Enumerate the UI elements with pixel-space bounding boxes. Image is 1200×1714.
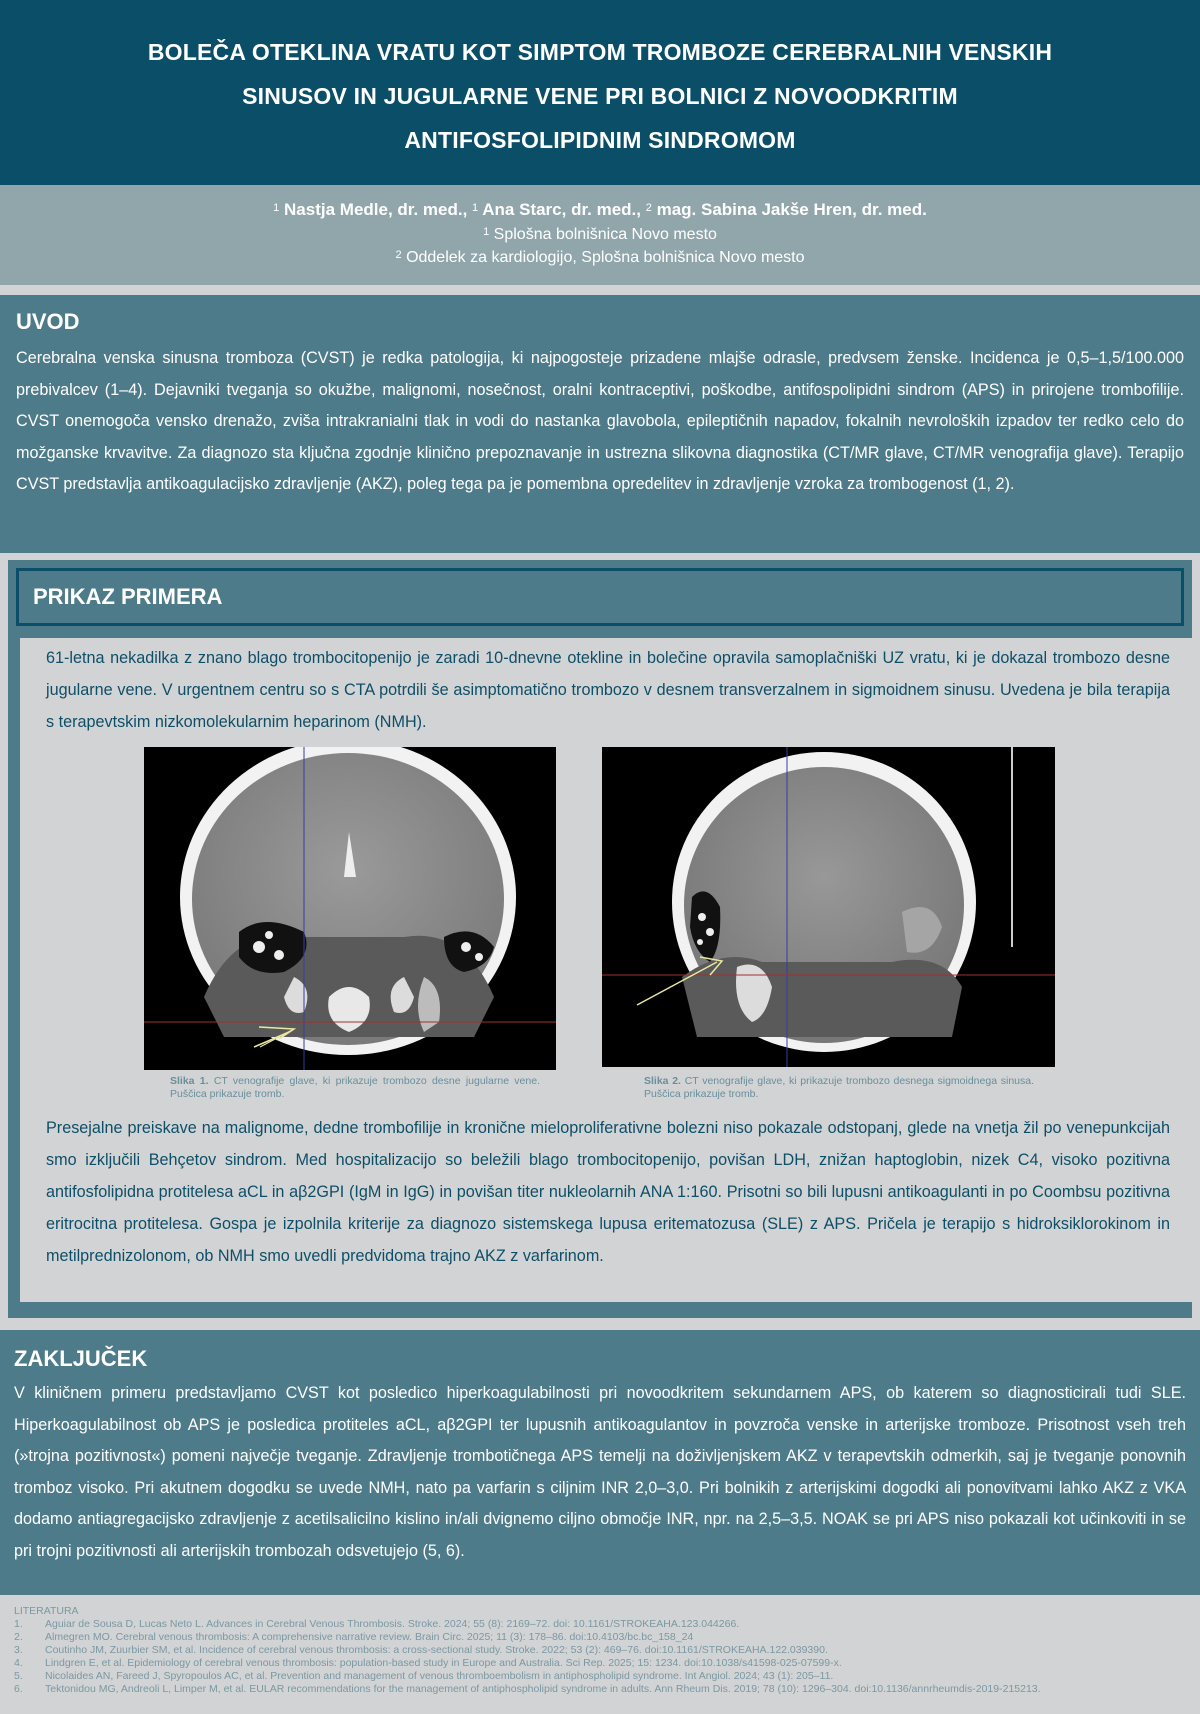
reference-number: 5. [14,1670,23,1682]
poster-title [0,0,1200,185]
reference-item [14,1631,1186,1644]
title-line-3: ANTIFOSFOLIPIDNIM SINDROMOM [404,127,796,153]
reference-number: 4. [14,1657,23,1669]
prikaz-text-2: Presejalne preiskave na malignome, dedne trombofilije in kronične mieloproliferativne bolezni niso pokazale odstopanj, glede na vnetja žil po venepunkcijah smo izključili Behçetov sindrom. Med hospitalizacijo so beležili blago trombocitopenijo, povišan LDH, znižan haptoglobin, nizek C4, visoko pozitivna antifosfolipidna protitelesa aCL in aβ2GPI (IgM in IgG) in povišan titer nukleolarnih ANA 1:160. Prisotni so bili lupusni antikoagulanti in po Coombsu pozitivna eritrocitna protitelesa. Gospa je izpolnila kriterije za diagnozo sistemskega lupusa eritematozusa (SLE) z APS. Pričela je terapijo s hidroksiklorokinom in metilprednizolonom, ob NMH smo uvedli predvidoma trajno AKZ z varfarinom. [46,1119,1170,1265]
aff-1-text: Splošna bolnišnica Novo mesto [493,226,717,243]
reference-item [14,1657,1186,1670]
title-line-1: BOLEČA OTEKLINA VRATU KOT SIMPTOM TROMBOZE CEREBRALNIH VENSKIH [147,39,1053,65]
prikaz-header-box [16,568,1184,626]
reference-text: Coutinho JM, Zuurbier SM, et al. Incidence of cerebral venous thrombosis: a cross-sectional study. Stroke. 2022; 53 (2): 469–76. doi:10.1161/STROKEAHA.122.039390. [45,1644,828,1656]
section-uvod [0,295,1200,553]
fig1-caption-text: CT venografije glave, ki prikazuje trombozo desne jugularne vene. Puščica prikazuje tromb. [170,1075,540,1100]
fig1-caption [170,1075,540,1101]
aff-1-sup: 1 [483,226,490,238]
author-1: Nastja Medle, dr. med., [284,200,468,219]
reference-number: 2. [14,1631,23,1643]
ct-image-1 [144,747,556,1070]
reference-item [14,1618,1186,1631]
fig2-caption [644,1075,1034,1101]
zakljucek-text: V kliničnem primeru predstavljamo CVST kot posledico hiperkoagulabilnosti pri novoodkritem sekundarnem APS, ob katerem so diagnosticirali tudi SLE. Hiperkoagulabilnost ob APS je posledica protiteles aCL, aβ2GPI ter lupusnih antikoagulantov in povzroča venske in arterijske tromboze. Prisotnost vseh treh (»trojna pozitivnost«) pomeni največje tveganje. Zdravljenje trombotičnega APS temelji na doživljenjskem AKZ v terapevtskih odmerkih, saj je tveganje ponovnih tromboz visoko. Pri akutnem dogodku se uvede NMH, nato pa varfarin s ciljnim INR 2,0–3,0. Pri bolnikih z arterijskimi dogodki ali ponovitvami lahko AKZ z VKA dodamo antiagregacijsko zdravljenje z acetilsalicilno kislino in/ali dvignemo ciljno območje INR, npr. na 2,5–3,5. NOAK se pri APS niso pokazali kot učinkoviti in se pri trojni pozitivnosti ali arterijskih trombozah odsvetujejo (5, 6). [14,1384,1186,1560]
title-line-2: SINUSOV IN JUGULARNE VENE PRI BOLNICI Z NOVOODKRITIM [242,83,958,109]
fig1-label: Slika 1. [170,1075,209,1087]
ct-scan-2-graphic [602,747,1055,1067]
prikaz-text-1: 61-letna nekadilka z znano blago trombocitopenijo je zaradi 10-dnevne otekline in bolečine opravila samoplačniški UZ vratu, ki je dokazal trombozo desne jugularne vene. V urgentnem centru so s CTA potrdili še asimptomatično trombozo v desnem transverzalnem in sigmoidnem sinusu. Uvedena je bila terapija s terapevtskim nizkomolekularnim heparinom (NMH). [46,649,1170,731]
author-2: Ana Starc, dr. med., [482,200,641,219]
reference-item [14,1644,1186,1657]
author-2-sup: 1 [472,202,479,214]
reference-text: Lindgren E, et al. Epidemiology of cerebral venous thrombosis: population-based study in Europe and Australia. Sci Rep. 2025; 15: 1234. doi:10.1038/s41598-025-07599-x. [45,1657,842,1669]
section-zakljucek [0,1330,1200,1595]
section-prikaz [8,560,1192,1318]
reference-number: 6. [14,1683,23,1695]
affiliation-1 [0,223,1200,246]
fig2-label: Slika 2. [644,1075,681,1087]
reference-list [14,1618,1186,1696]
uvod-text: Cerebralna venska sinusna tromboza (CVST) je redka patologija, ki najpogosteje prizadene mlajše odrasle, predvsem ženske. Incidenca je 0,5–1,5/100.000 prebivalcev (1–4). Dejavniki tveganja so okužbe, malignomi, nosečnost, oralni kontraceptivi, poškodbe, antifospolipidni sindrom (APS) in prirojene trombofilije. CVST onemogoča vensko drenažo, zviša intrakranialni tlak in vodi do nastanka glavobola, epileptičnih napadov, fokalnih nevroloških izpadov ter redko celo do možganske krvavitve. Za diagnozo sta ključna zgodnje klinično prepoznavanje in ustrezna slikovna diagnostika (CT/MR glave, CT/MR venografija glave). Terapijo CVST predstavlja antikoagulacijsko zdravljenje (AKZ), poleg tega pa je pomembna opredelitev in zdravljenje vzroka za trombogenost (1, 2). [16,349,1184,493]
uvod-heading: UVOD [16,309,80,334]
author-3-sup: 2 [645,202,652,214]
reference-number: 1. [14,1618,23,1630]
ct-scan-1-graphic [144,747,556,1070]
author-1-sup: 1 [273,202,280,214]
author-3: mag. Sabina Jakše Hren, dr. med. [656,200,927,219]
reference-item [14,1683,1186,1696]
affiliation-2 [0,246,1200,269]
prikaz-heading: PRIKAZ PRIMERA [33,584,223,609]
reference-item [14,1670,1186,1683]
literatura-heading: LITERATURA [14,1605,79,1617]
zakljucek-heading: ZAKLJUČEK [14,1346,148,1371]
reference-text: Nicolaides AN, Fareed J, Spyropoulos AC, et al. Prevention and management of venous thromboembolism in antiphospholipid syndrome. Int Angiol. 2024; 43 (1): 205–11. [45,1670,834,1682]
ct-image-2 [602,747,1055,1067]
reference-text: Aguiar de Sousa D, Lucas Neto L. Advances in Cerebral Venous Thrombosis. Stroke. 2024; 55 (8): 2169–72. doi: 10.1161/STROKEAHA.123.044266. [45,1618,740,1630]
section-literatura [0,1600,1200,1714]
author-names [0,197,1200,223]
aff-2-text: Oddelek za kardiologijo, Splošna bolnišnica Novo mesto [406,249,805,266]
prikaz-body [20,638,1192,1308]
reference-text: Almegren MO. Cerebral venous thrombosis: A comprehensive narrative review. Brain Circ. 2025; 11 (3): 178–86. doi:10.4103/bc.bc_158_24 [45,1631,694,1643]
aff-2-sup: 2 [395,249,402,261]
fig2-caption-text: CT venografije glave, ki prikazuje trombozo desnega sigmoidnega sinusa. Puščica prikazuje tromb. [644,1075,1035,1100]
reference-text: Tektonidou MG, Andreoli L, Limper M, et al. EULAR recommendations for the management of antiphospholipid syndrome in adults. Ann Rheum Dis. 2019; 78 (10): 1296–304. doi:10.1136/annrheumdis-2019-215213. [45,1683,1041,1695]
authors-block [0,185,1200,285]
reference-number: 3. [14,1644,23,1656]
